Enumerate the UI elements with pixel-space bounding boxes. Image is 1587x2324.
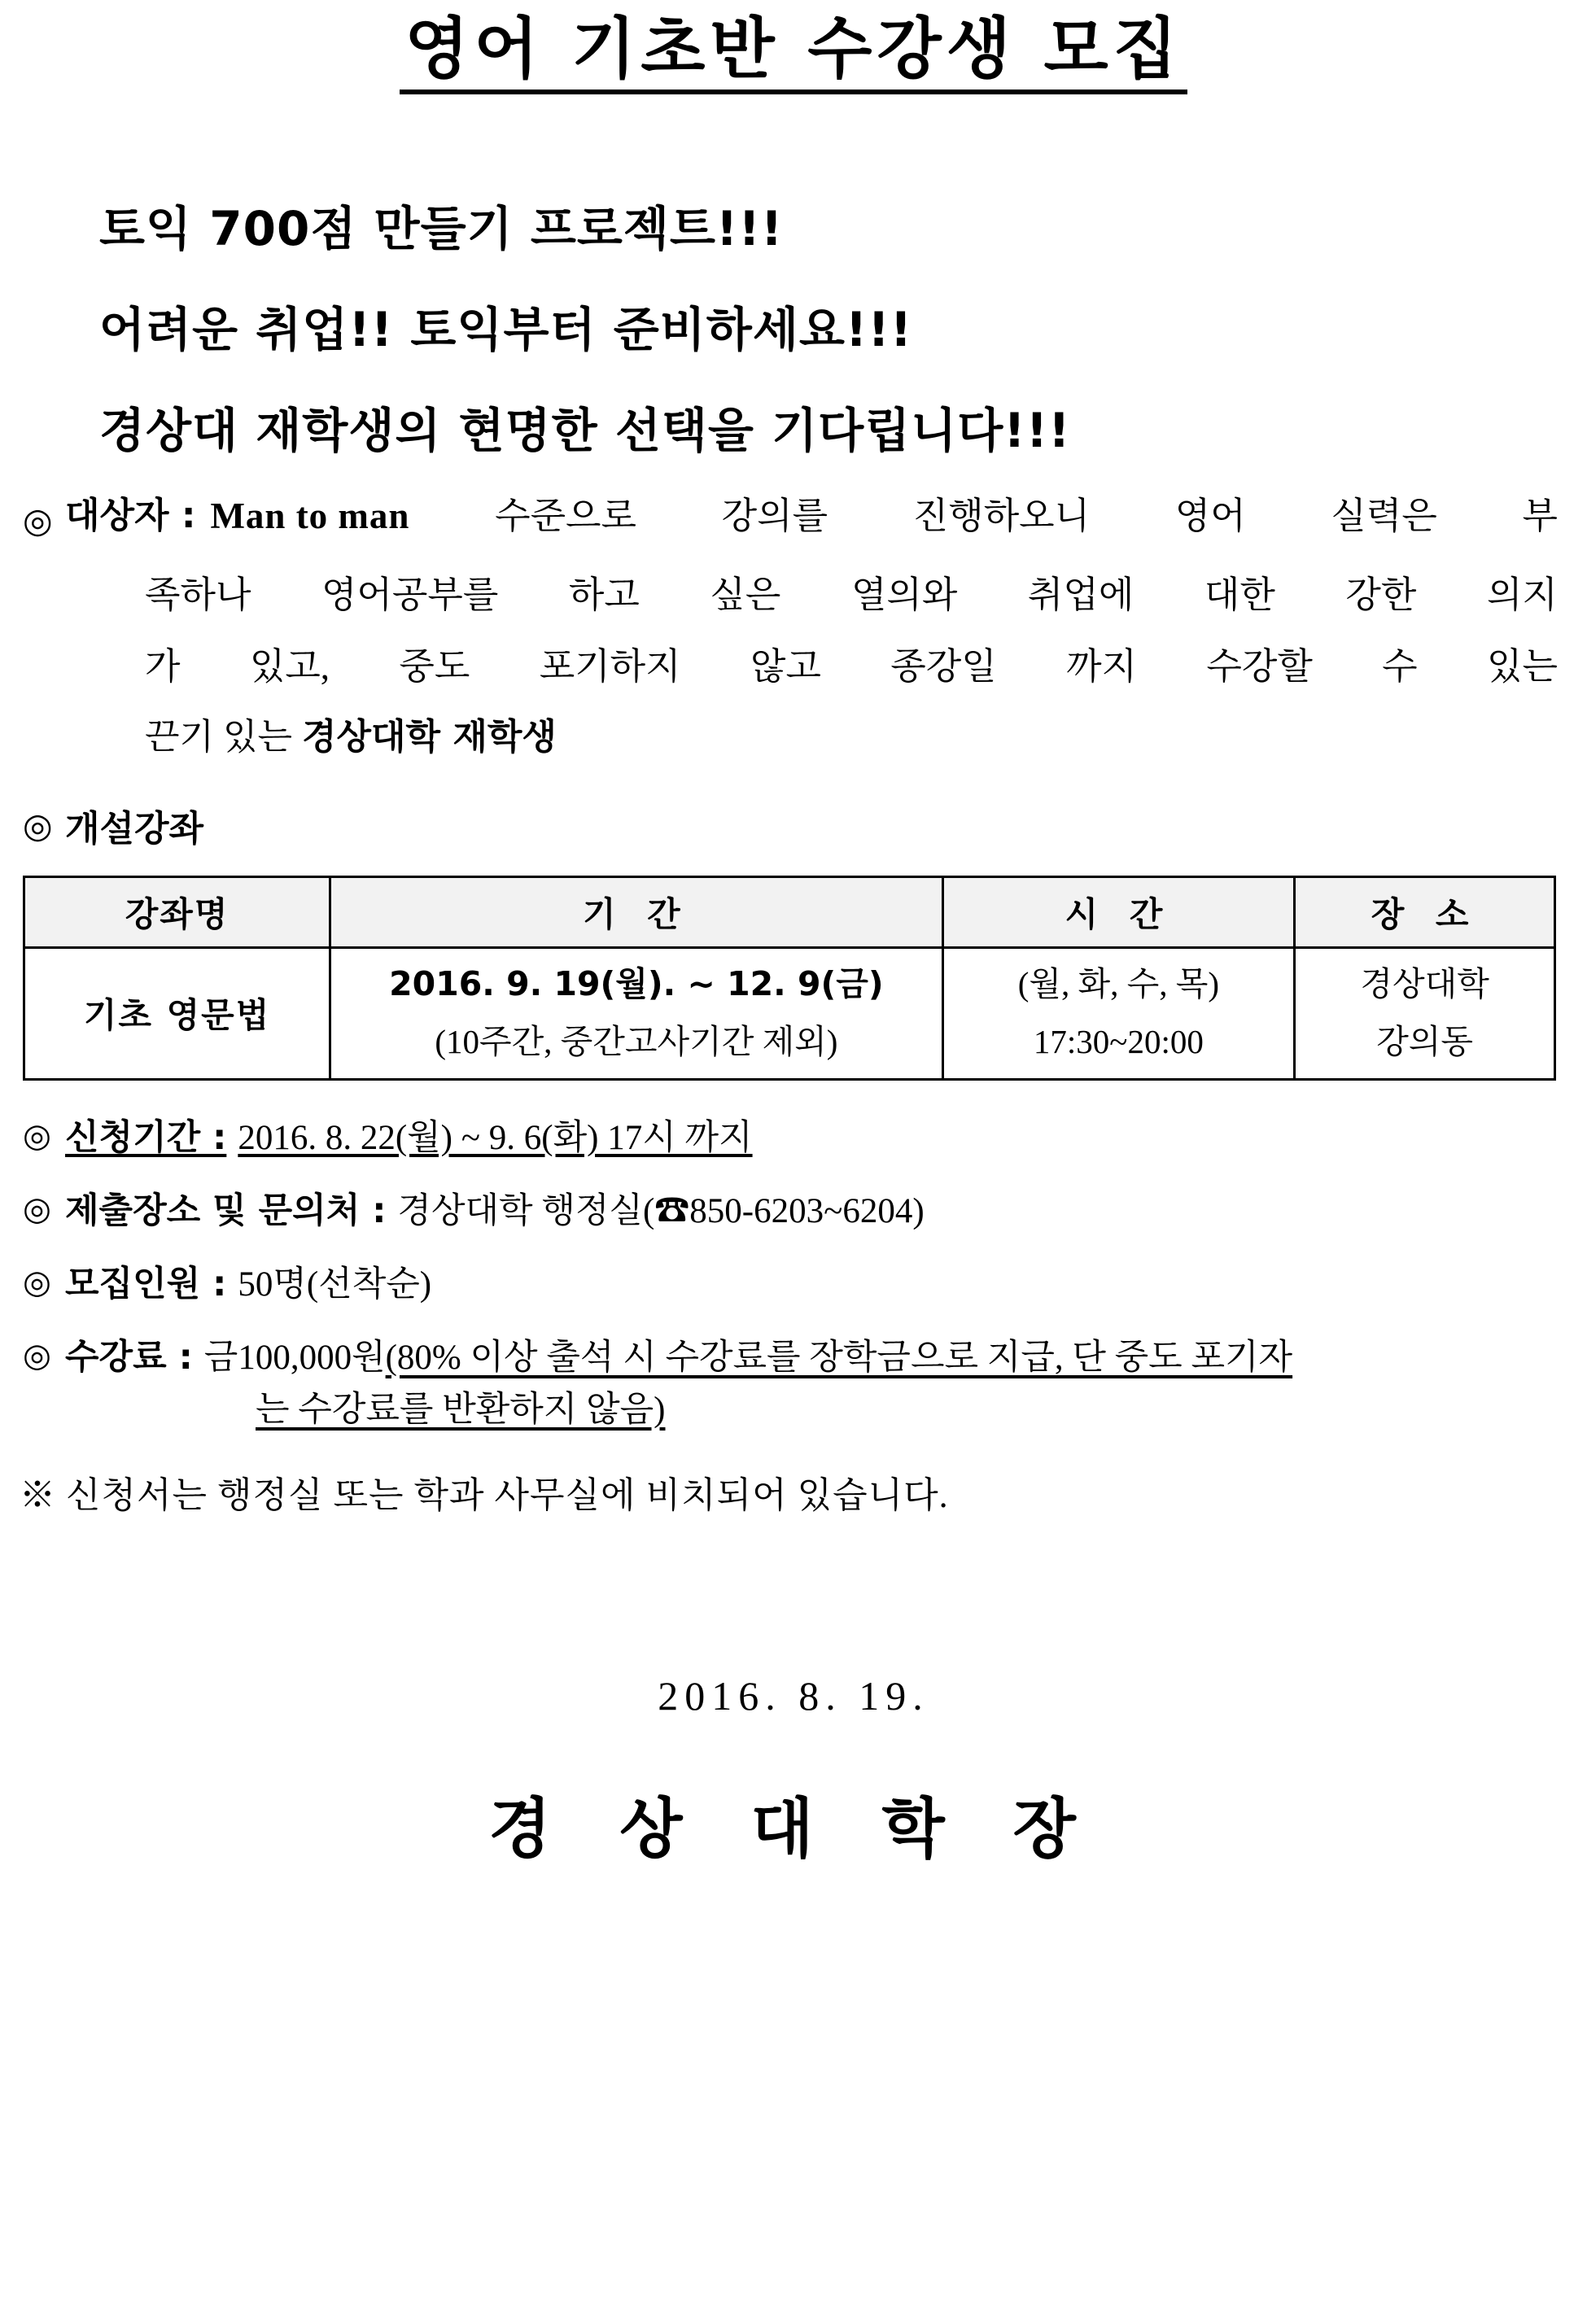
bullet-icon: ◎	[23, 1336, 51, 1374]
target-line-2	[23, 572, 1558, 619]
info-item-application-period	[23, 1110, 1563, 1162]
bullet-icon: ◎	[23, 1263, 51, 1301]
target-emphasis: Man to man	[210, 496, 410, 537]
target-word: 포기하지	[539, 645, 681, 687]
info-list	[0, 1110, 1587, 1431]
target-word: 족하나	[145, 574, 251, 616]
target-word: 수준으로	[495, 496, 636, 537]
target-word: 강한	[1345, 574, 1417, 616]
target-word: 부	[1522, 496, 1558, 537]
cell-time	[942, 947, 1295, 1079]
cell-time-line1: (월, 화, 수, 목)	[1017, 964, 1219, 1003]
target-word: 강의를	[721, 496, 828, 537]
target-word: 가	[145, 645, 181, 687]
info-item-fee	[23, 1330, 1563, 1382]
table-header-place: 장 소	[1295, 876, 1555, 947]
target-line-4	[23, 714, 1558, 760]
issue-date: 2016. 8. 19.	[658, 1672, 929, 1719]
info-value-capacity: 50명(선착순)	[238, 1265, 432, 1304]
target-word: 싶은	[710, 574, 781, 616]
target-label: 대상자 :	[65, 495, 196, 537]
target-word: 실력은	[1331, 496, 1437, 537]
target-tail-bold: 경상대학 재학생	[302, 716, 557, 758]
cell-time-line2: 17:30~20:00	[1033, 1023, 1204, 1061]
info-label-submission: 제출장소 및 문의처 :	[65, 1190, 387, 1231]
bullet-icon: ◎	[23, 1116, 51, 1155]
cell-course-name: 기초 영문법	[24, 947, 330, 1079]
info-item-capacity	[23, 1256, 1563, 1308]
cell-place-line1: 경상대학	[1360, 964, 1489, 1003]
bullet-icon: ◎	[23, 805, 53, 845]
target-word: 있는	[1487, 645, 1558, 687]
table-header-time: 시 간	[942, 876, 1295, 947]
info-label-fee: 수강료 :	[65, 1336, 193, 1378]
target-word: 영어	[1174, 496, 1246, 537]
info-value-application-period: 2016. 8. 22(월) ~ 9. 6(화) 17시 까지	[238, 1118, 753, 1157]
course-heading-label: 개설강좌	[65, 808, 204, 850]
table-header-period: 기 간	[330, 876, 942, 947]
cell-period	[330, 947, 942, 1079]
cell-place-line2: 강의동	[1376, 1023, 1474, 1061]
slogan-line-2: 어려운 취업!! 토익부터 준비하세요!!!	[99, 302, 913, 358]
page-title-wrapper	[0, 0, 1587, 94]
info-value-fee-condition-cont: 는 수강료를 반환하지 않음)	[256, 1390, 666, 1429]
info-item-submission	[23, 1183, 1563, 1235]
info-label-capacity: 모집인원 :	[65, 1263, 227, 1304]
slogan-block	[0, 190, 1587, 461]
target-word: 의지	[1486, 574, 1558, 616]
issuer-title: 경 상 대 학 장	[488, 1790, 1099, 1867]
target-tail-plain: 끈기 있는	[145, 717, 293, 758]
target-line-1	[23, 493, 1558, 548]
target-word: 열의와	[850, 574, 958, 616]
target-word: 까지	[1066, 645, 1138, 687]
target-word: 대한	[1204, 574, 1275, 616]
cell-place	[1295, 947, 1555, 1079]
target-line-3	[23, 644, 1558, 691]
slogan-line-1: 토익 700점 만들기 프로젝트!!!	[99, 201, 784, 257]
target-word: 종강일	[890, 645, 997, 687]
info-value-submission: 경상대학 행정실(☎850-6203~6204)	[397, 1191, 925, 1230]
course-table	[23, 876, 1556, 1081]
target-word: 있고,	[249, 645, 330, 687]
slogan-line-3: 경상대 재학생의 현명한 선택을 기다립니다!!!	[99, 403, 1071, 459]
target-word: 수	[1382, 645, 1418, 687]
bullet-icon: ◎	[23, 1190, 51, 1228]
target-audience-section	[0, 493, 1587, 761]
target-word: 영어공부를	[321, 574, 499, 616]
table-header-row	[24, 876, 1555, 947]
cell-period-line2: (10주간, 중간고사기간 제외)	[435, 1023, 838, 1061]
page-title: 영어 기초반 수강생 모집	[400, 15, 1187, 94]
table-header-course-name: 강좌명	[24, 876, 330, 947]
target-word: 취업에	[1027, 574, 1135, 616]
bullet-icon: ◎	[23, 500, 53, 541]
info-label-application-period: 신청기간 :	[65, 1116, 227, 1158]
target-word: 진행하오니	[912, 496, 1091, 537]
target-word: 수강할	[1206, 645, 1313, 687]
table-row	[24, 947, 1555, 1079]
target-word: 않고	[750, 645, 821, 687]
target-word: 중도	[399, 645, 470, 687]
info-value-fee-amount: 금100,000원	[203, 1338, 386, 1377]
target-word: 하고	[568, 574, 640, 616]
course-section-heading	[0, 798, 1587, 853]
application-form-note: ※ 신청서는 행정실 또는 학과 사무실에 비치되어 있습니다.	[20, 1474, 949, 1515]
cell-period-line1: 2016. 9. 19(월). ~ 12. 9(금)	[389, 963, 884, 1003]
info-value-fee-condition: (80% 이상 출석 시 수강료를 장학금으로 지급, 단 중도 포기자	[385, 1338, 1293, 1377]
